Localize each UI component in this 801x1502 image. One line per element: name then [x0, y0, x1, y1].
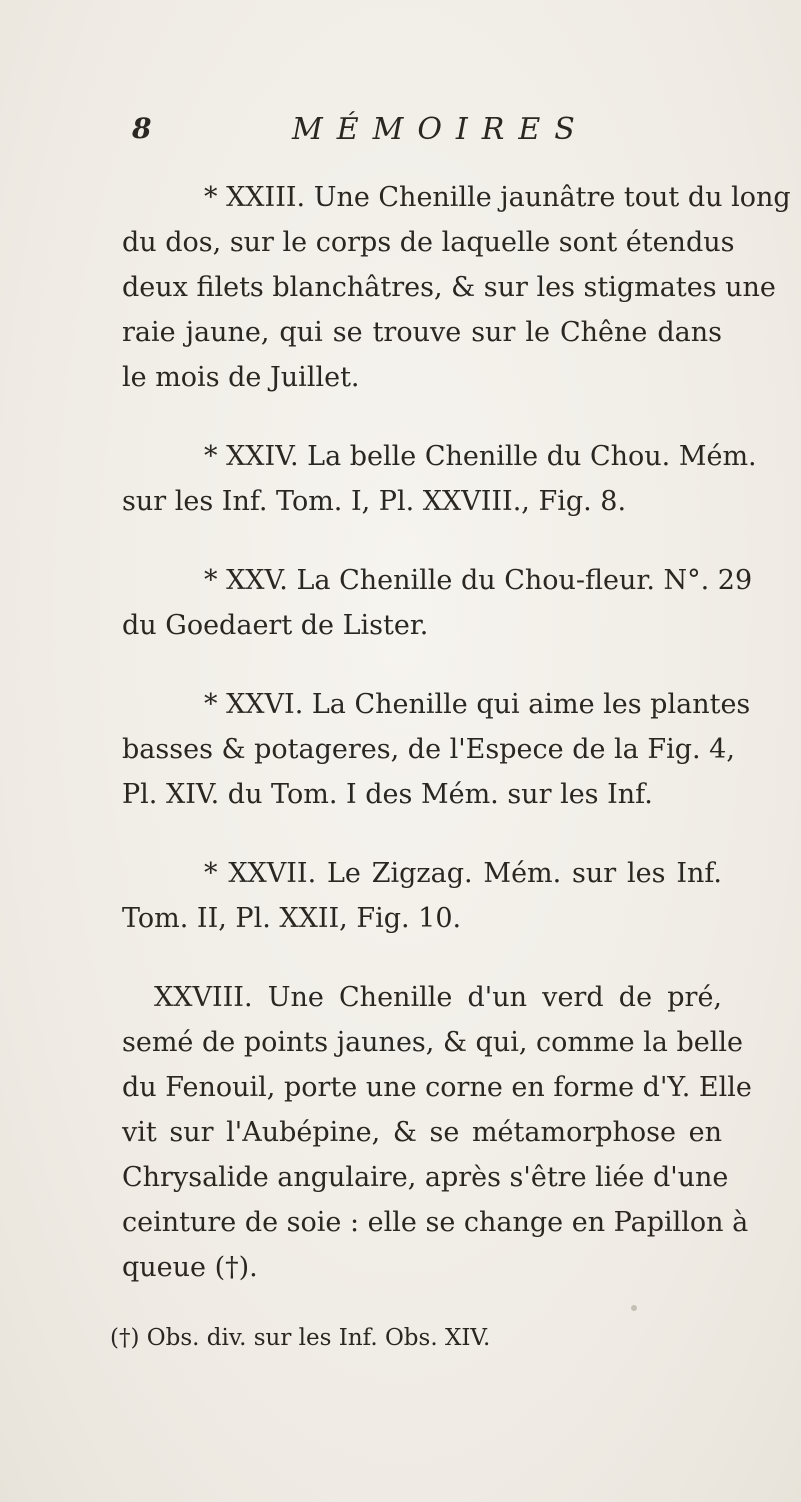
entry-line: sur les Inf. Tom. I, Pl. XXVIII., Fig. 8.: [122, 486, 627, 517]
page-header: [132, 112, 692, 152]
entry-line: raie jaune, qui se trouve sur le Chêne dans: [122, 317, 722, 348]
entry-xxvi: [122, 682, 751, 817]
entry-line: vit sur l'Aubépine, & se métamorphose en: [122, 1117, 722, 1148]
entry-line: * XXV. La Chenille du Chou-fleur. N°. 29: [204, 565, 753, 596]
entry-line: semé de points jaunes, & qui, comme la belle: [122, 1027, 743, 1058]
entry-xxiii: [122, 175, 791, 400]
entry-line: Pl. XIV. du Tom. I des Mém. sur les Inf.: [122, 779, 653, 810]
entry-line: Tom. II, Pl. XXII, Fig. 10.: [122, 903, 462, 934]
entry-xxvii: [122, 851, 722, 941]
entry-line: du dos, sur le corps de laquelle sont étendus: [122, 227, 735, 258]
entry-line: * XXIII. Une Chenille jaunâtre tout du long: [204, 182, 791, 213]
entry-line: * XXVII. Le Zigzag. Mém. sur les Inf.: [204, 858, 722, 889]
entry-xxviii: [122, 975, 752, 1290]
entry-line: du Fenouil, porte une corne en forme d'Y. Elle: [122, 1072, 752, 1103]
entry-line: le mois de Juillet.: [122, 362, 360, 393]
ink-speck: [631, 1305, 637, 1311]
running-title: MÉMOIRES: [292, 112, 589, 147]
entry-line: XXVIII. Une Chenille d'un verd de pré,: [154, 982, 722, 1013]
entry-line: Chrysalide angulaire, après s'être liée d'une: [122, 1162, 729, 1193]
page-number: 8: [132, 112, 152, 145]
entry-xxv: [122, 558, 753, 648]
entry-xxiv: [122, 434, 757, 524]
entry-line: queue (†).: [122, 1252, 258, 1283]
entry-line: ceinture de soie : elle se change en Papillon à: [122, 1207, 749, 1238]
entry-line: deux filets blanchâtres, & sur les stigmates une: [122, 272, 776, 303]
entry-line: * XXIV. La belle Chenille du Chou. Mém.: [204, 441, 757, 472]
footnote: (†) Obs. div. sur les Inf. Obs. XIV.: [110, 1325, 491, 1351]
entry-line: du Goedaert de Lister.: [122, 610, 429, 641]
body-text: [122, 175, 791, 1290]
entry-line: basses & potageres, de l'Espece de la Fig. 4,: [122, 734, 735, 765]
entry-line: * XXVI. La Chenille qui aime les plantes: [204, 689, 751, 720]
